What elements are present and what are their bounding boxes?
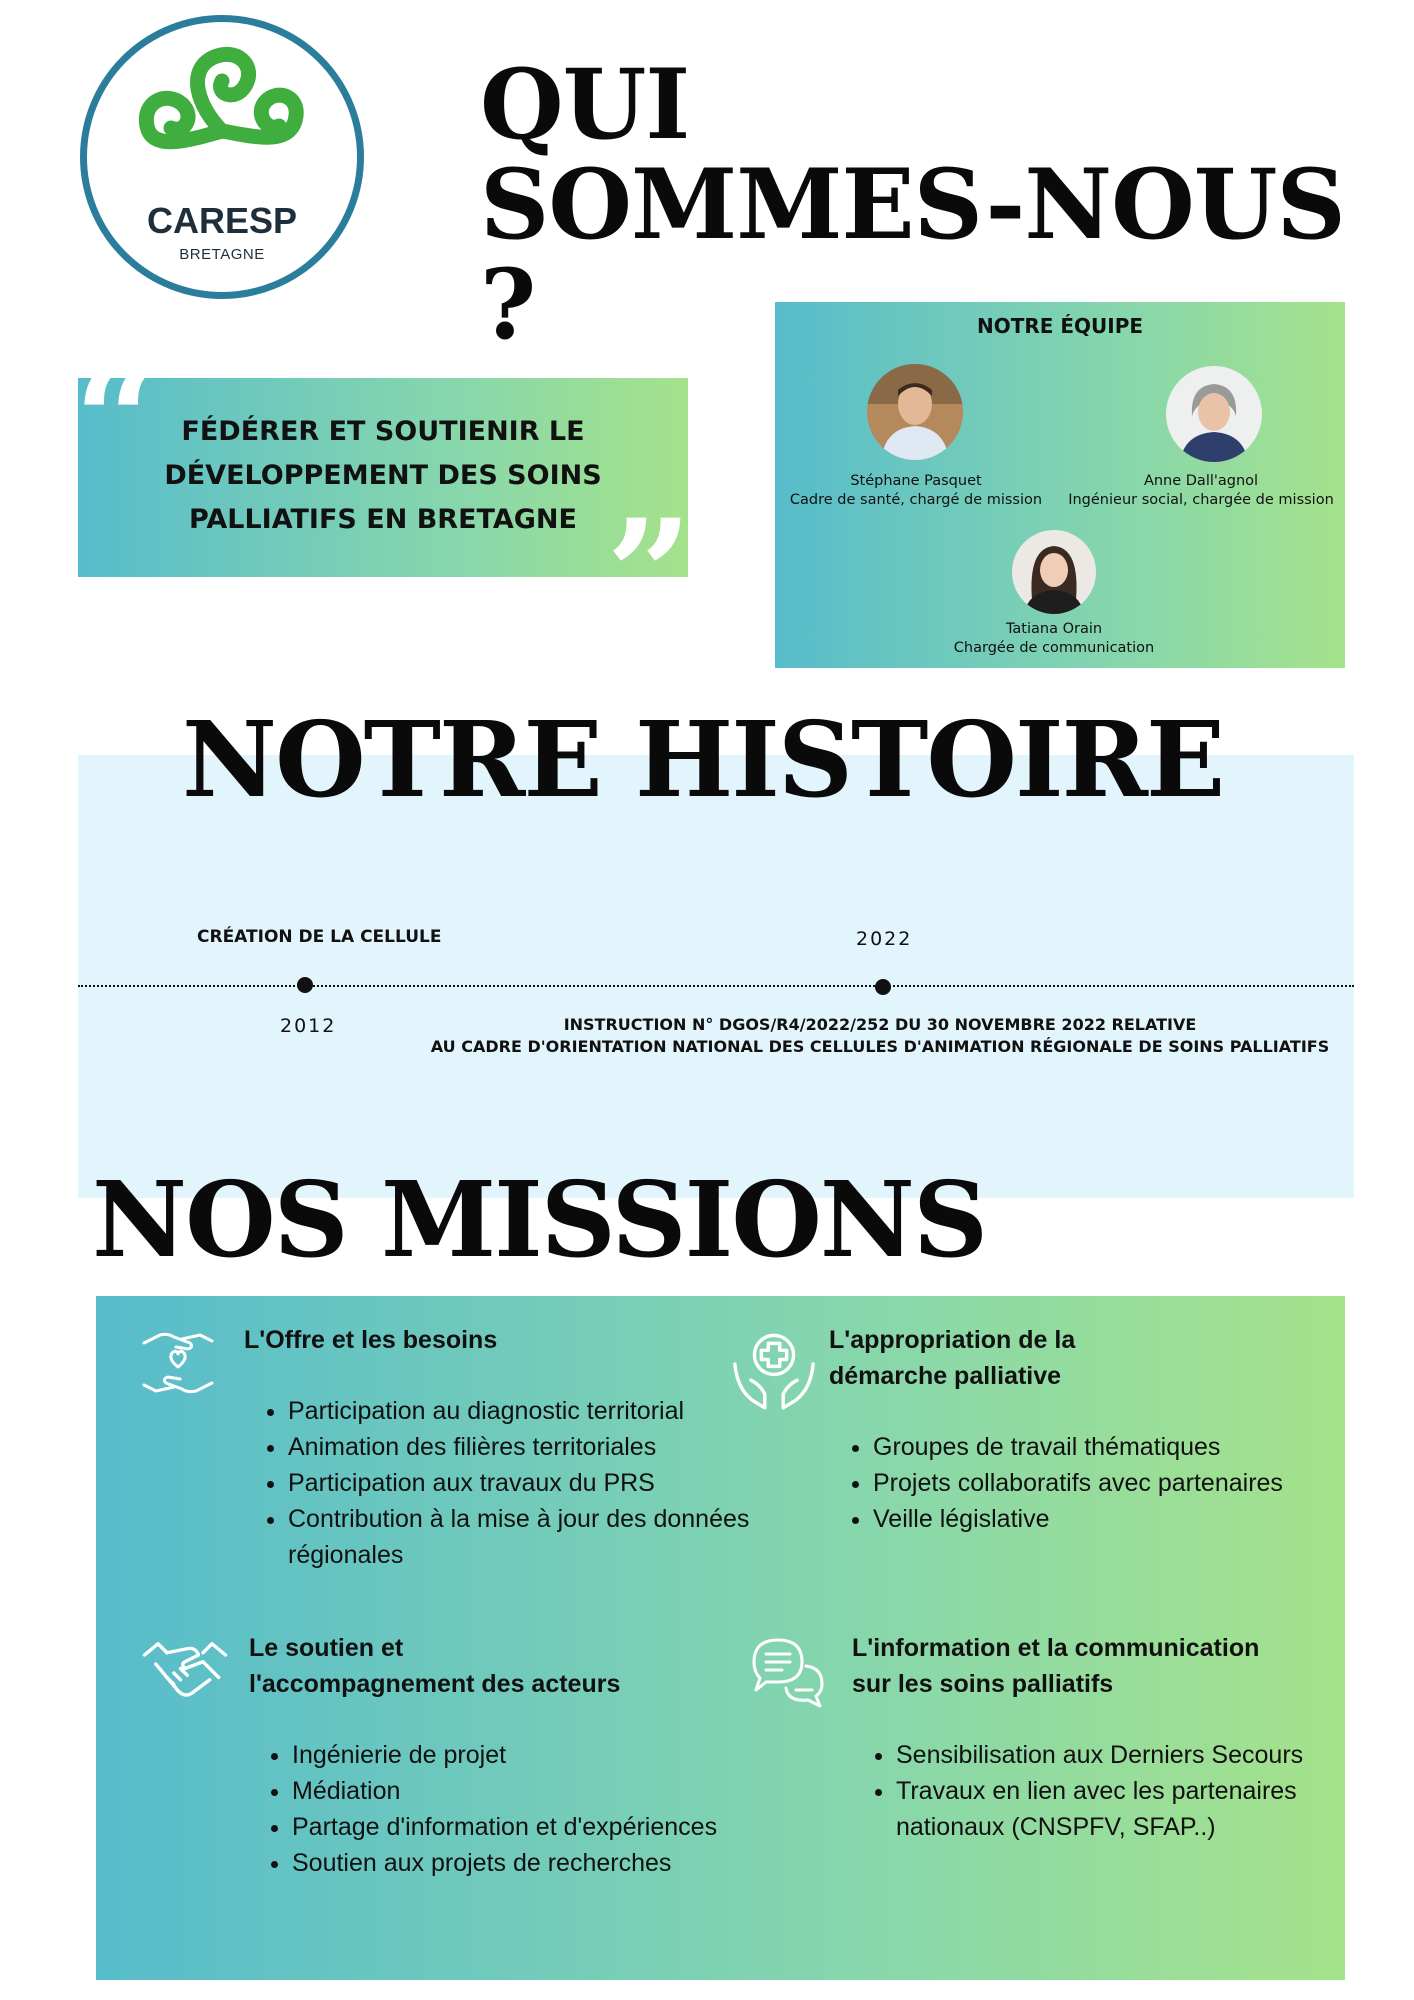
mission-quote-line1: FÉDÉRER ET SOUTIENIR LE bbox=[181, 416, 585, 447]
list-item: • Partage d'information et d'expériences bbox=[292, 1809, 732, 1845]
mission-2-heading: L'appropriation de la démarche palliative bbox=[829, 1326, 1076, 1390]
logo-name: CARESP bbox=[146, 200, 298, 241]
page-title-line1: QUI bbox=[480, 48, 690, 161]
event-2-label: INSTRUCTION N° DGOS/R4/2022/252 DU 30 NOVEMBRE 2022 RELATIVE AU CADRE D'ORIENTATION NATIONAL DES CELLULES D'ANIMATION RÉGIONALE DE SOINS PALLIATIFS bbox=[430, 1015, 1330, 1056]
avatar-tatiana bbox=[1012, 530, 1096, 614]
page-title-line2: SOMMES-NOUS ? bbox=[480, 148, 1345, 361]
mission-quote-line2: DÉVELOPPEMENT DES SOINS bbox=[164, 460, 602, 491]
avatar-stephane bbox=[867, 364, 963, 460]
list-item: • Soutien aux projets de recherches bbox=[292, 1845, 732, 1881]
mission-1-list bbox=[258, 1393, 758, 1573]
list-item: • Ingénierie de projet bbox=[292, 1737, 732, 1773]
mission-1-heading: L'Offre et les besoins bbox=[244, 1326, 498, 1354]
list-item: • Participation aux travaux du PRS bbox=[288, 1465, 758, 1501]
timeline-dot-2012 bbox=[297, 977, 313, 993]
handshake-icon bbox=[140, 1628, 230, 1718]
list-item: • Projets collaboratifs avec partenaires bbox=[873, 1465, 1353, 1501]
close-quote-icon: ” bbox=[606, 487, 693, 663]
event-1-year: 2012 bbox=[280, 1015, 337, 1037]
history-title: NOTRE HISTOIRE bbox=[182, 698, 1224, 821]
team-member-2: Anne Dall'agnol Ingénieur social, chargée de mission bbox=[1068, 473, 1334, 508]
timeline-dot-2022 bbox=[875, 979, 891, 995]
mission-3-heading: Le soutien et l'accompagnement des acteurs bbox=[249, 1634, 621, 1698]
chat-bubbles-icon bbox=[748, 1632, 828, 1712]
list-item: • Médiation bbox=[292, 1773, 732, 1809]
hands-medical-cross-icon bbox=[728, 1325, 820, 1417]
list-item: • Animation des filières territoriales bbox=[288, 1429, 758, 1465]
list-item: • Participation au diagnostic territorial bbox=[288, 1393, 758, 1429]
history-panel bbox=[78, 755, 1354, 1198]
mission-4-heading: L'information et la communication sur les soins palliatifs bbox=[852, 1634, 1260, 1698]
list-item: • Contribution à la mise à jour des données régionales bbox=[288, 1501, 758, 1573]
event-1-label: CRÉATION DE LA CELLULE bbox=[197, 927, 442, 947]
list-item: • Groupes de travail thématiques bbox=[873, 1429, 1353, 1465]
list-item: • Veille législative bbox=[873, 1501, 1353, 1537]
event-2-year: 2022 bbox=[856, 928, 913, 950]
list-item: • Travaux en lien avec les partenaires nationaux (CNSPFV, SFAP..) bbox=[896, 1773, 1336, 1845]
hands-heart-icon bbox=[138, 1323, 218, 1403]
triskelion-icon bbox=[127, 36, 317, 206]
list-item: • Sensibilisation aux Derniers Secours bbox=[896, 1737, 1336, 1773]
caresp-logo bbox=[80, 15, 364, 299]
mission-4-list bbox=[866, 1737, 1336, 1845]
missions-title: NOS MISSIONS bbox=[92, 1158, 987, 1281]
timeline-line bbox=[78, 985, 1354, 987]
mission-3-list bbox=[262, 1737, 732, 1881]
open-quote-icon: “ bbox=[74, 333, 161, 509]
team-member-3: Tatiana Orain Chargée de communication bbox=[953, 621, 1155, 656]
team-title: NOTRE ÉQUIPE bbox=[976, 314, 1144, 338]
mission-quote-line3: PALLIATIFS EN BRETAGNE bbox=[189, 504, 577, 535]
avatar-anne bbox=[1166, 366, 1262, 462]
mission-quote bbox=[0, 410, 766, 542]
mission-2-list bbox=[843, 1429, 1353, 1537]
logo-region: BRETAGNE bbox=[179, 246, 265, 263]
team-member-1: Stéphane Pasquet Cadre de santé, chargé de mission bbox=[789, 473, 1043, 508]
